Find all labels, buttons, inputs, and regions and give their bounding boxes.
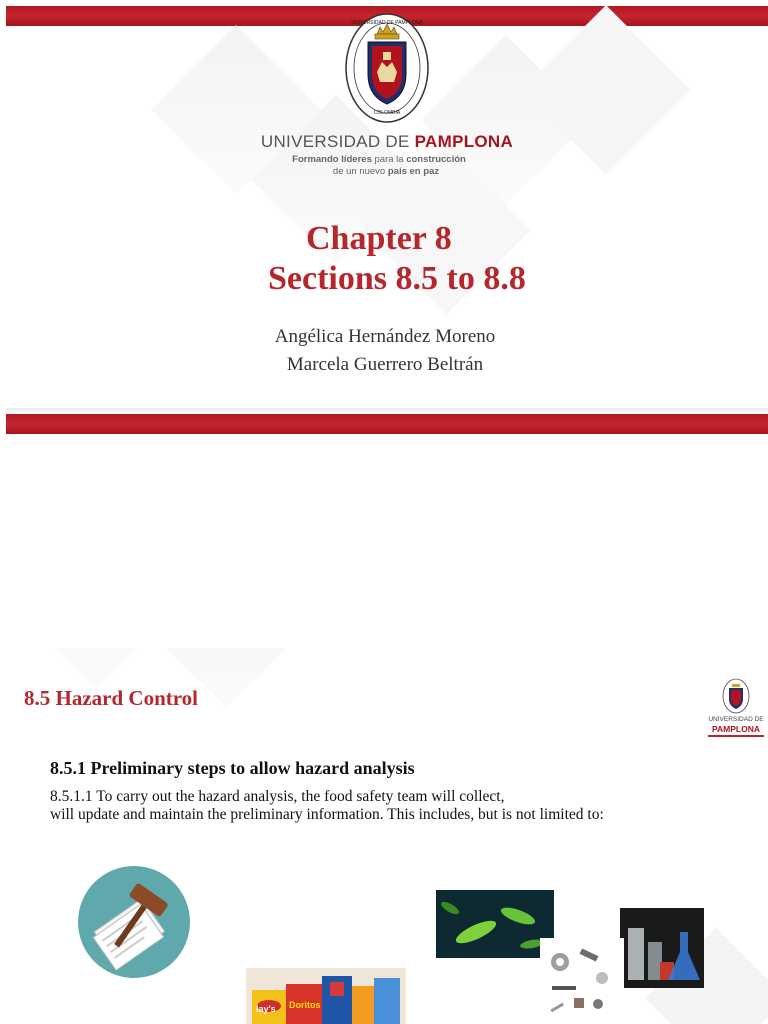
author-1: Angélica Hernández Moreno bbox=[274, 326, 496, 347]
tagline-part: país en paz bbox=[387, 166, 440, 177]
logo-line-2: PAMPLONA bbox=[711, 724, 760, 734]
university-seal bbox=[344, 12, 430, 124]
logo-underline bbox=[708, 735, 764, 737]
gavel-and-documents-icon bbox=[76, 864, 194, 982]
tagline-part: de un nuevo bbox=[332, 166, 388, 177]
tagline-line-1 bbox=[6, 154, 760, 166]
tagline-line-2 bbox=[6, 166, 760, 178]
bottom-red-bar bbox=[6, 414, 768, 434]
university-name bbox=[6, 132, 768, 152]
chapter-title: Chapter 8 bbox=[306, 220, 452, 257]
bacteria-image bbox=[436, 890, 554, 958]
bg-diamond bbox=[25, 648, 166, 689]
foreign-objects-image bbox=[540, 938, 624, 1024]
author-2: Marcela Guerrero Beltrán bbox=[286, 354, 484, 375]
tagline-part: para la bbox=[374, 154, 407, 165]
university-logo-small bbox=[722, 678, 750, 714]
hazard-control-slide bbox=[6, 648, 768, 1024]
university-emphasis: PAMPLONA bbox=[414, 132, 514, 151]
slide-title: 8.5 Hazard Control bbox=[24, 686, 199, 710]
tagline-part: construcción bbox=[406, 154, 466, 165]
seal-top-text: UNIVERSIDAD DE PAMPLONA bbox=[351, 20, 423, 26]
section-body bbox=[50, 788, 750, 824]
body-line-1: 8.5.1.1 To carry out the hazard analysis, the food safety team will collect, bbox=[50, 788, 505, 805]
snack-label-2: Doritos bbox=[289, 1000, 321, 1010]
snack-products-image bbox=[246, 968, 406, 1024]
section-heading: 8.5.1 Preliminary steps to allow hazard analysis bbox=[50, 758, 415, 778]
sections-title: Sections 8.5 to 8.8 bbox=[268, 260, 526, 297]
snack-label-1: lay's bbox=[256, 1004, 276, 1014]
seal-bottom-text: COLOMBIA bbox=[373, 110, 401, 116]
title-slide bbox=[6, 0, 768, 436]
university-prefix: UNIVERSIDAD DE bbox=[260, 132, 415, 151]
tagline-part: Formando líderes bbox=[292, 154, 375, 165]
body-line-2: will update and maintain the preliminary information. This includes, but is not limited to: bbox=[50, 806, 604, 823]
logo-line-1: UNIVERSIDAD DE bbox=[708, 716, 764, 723]
tagline bbox=[6, 154, 760, 178]
lab-glassware-image bbox=[620, 908, 704, 988]
